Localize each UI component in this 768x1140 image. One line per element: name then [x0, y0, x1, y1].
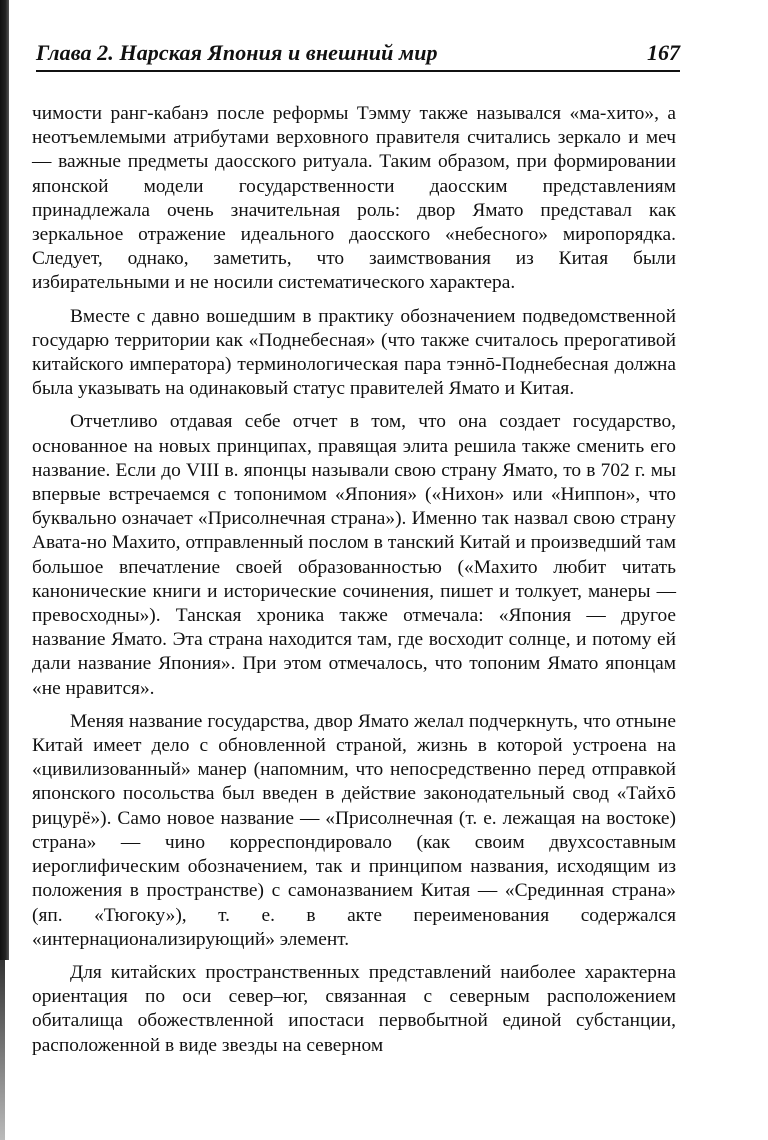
book-spine-edge: [0, 0, 9, 960]
paragraph-1: чимости ранг-кабанэ после реформы Тэмму также назывался «ма-хито», а неотъемлемыми атрибутами верховного правителя считались зеркало и меч — важные предметы даосского ритуала. Таким образом, при формировании японской модели государственности даосским представлениям принадлежала очень значительная роль: двор Ямато представал как зеркальное отражение идеального даосского «небесного» миропорядка. Следует, однако, заметить, что заимствования из Китая были избирательными и не носили систематического характера.: [32, 103, 676, 294]
chapter-title: Глава 2. Нарская Япония и внешний мир: [36, 40, 438, 65]
paragraph-2: Вместе с давно вошедшим в практику обозначением подведомственной государю территории как «Поднебесная» (что также считалось прерогативой китайского императора) терминологическая пара тэннō-Поднебесная должна была указывать на одинаковый статус правителей Ямато и Китая.: [32, 305, 676, 400]
page-body: [32, 102, 676, 1058]
page-number: 167: [647, 40, 680, 65]
paragraph-3: Отчетливо отдавая себе отчет в том, что она создает государство, основанное на новых принципах, правящая элита решила также сменить его название. Если до VIII в. японцы называли свою страну Ямато, то в 702 г. мы впервые встречаемся с топонимом «Япония» («Нихон» или «Ниппон», что буквально означает «Присолнечная страна»). Именно так назвал свою страну Авата-но Махито, отправленный послом в танский Китай и произведший там большое впечатление своей образованностью («Махито любит читать канонические книги и исторические сочинения, пишет и толкует, манеры — превосходны»). Танская хроника также отмечала: «Япония — другое название Ямато. Эта страна находится там, где восходит солнце, и потому ей дали название Япония». При этом отмечалось, что топоним Ямато японцам «не нравится».: [32, 411, 676, 699]
running-header: [36, 34, 680, 72]
book-spine-shadow: [0, 960, 5, 1140]
paragraph-5: Для китайских пространственных представлений наиболее характерна ориентация по оси север–юг, связанная с северным расположением обиталища обожествленной ипостаси первобытной единой субстанции, расположенной в виде звезды на северном: [32, 961, 676, 1056]
paragraph-4: Меняя название государства, двор Ямато желал подчеркнуть, что отныне Китай имеет дело с обновленной страной, жизнь в которой устроена на «цивилизованный» манер (напомним, что непосредственно перед отправкой японского посольства был введен в действие законодательный свод «Тайхō рицурё»). Само новое название — «Присолнечная (т. е. лежащая на востоке) страна» — чино корреспондировало (как своим двухсоставным иероглифическим обозначением, так и принципом названия, исходящим из положения в пространстве) с самоназванием Китая — «Срединная страна» (яп. «Тюгоку»), т. е. в акте переименования содержался «интернационализирующий» элемент.: [32, 710, 676, 950]
